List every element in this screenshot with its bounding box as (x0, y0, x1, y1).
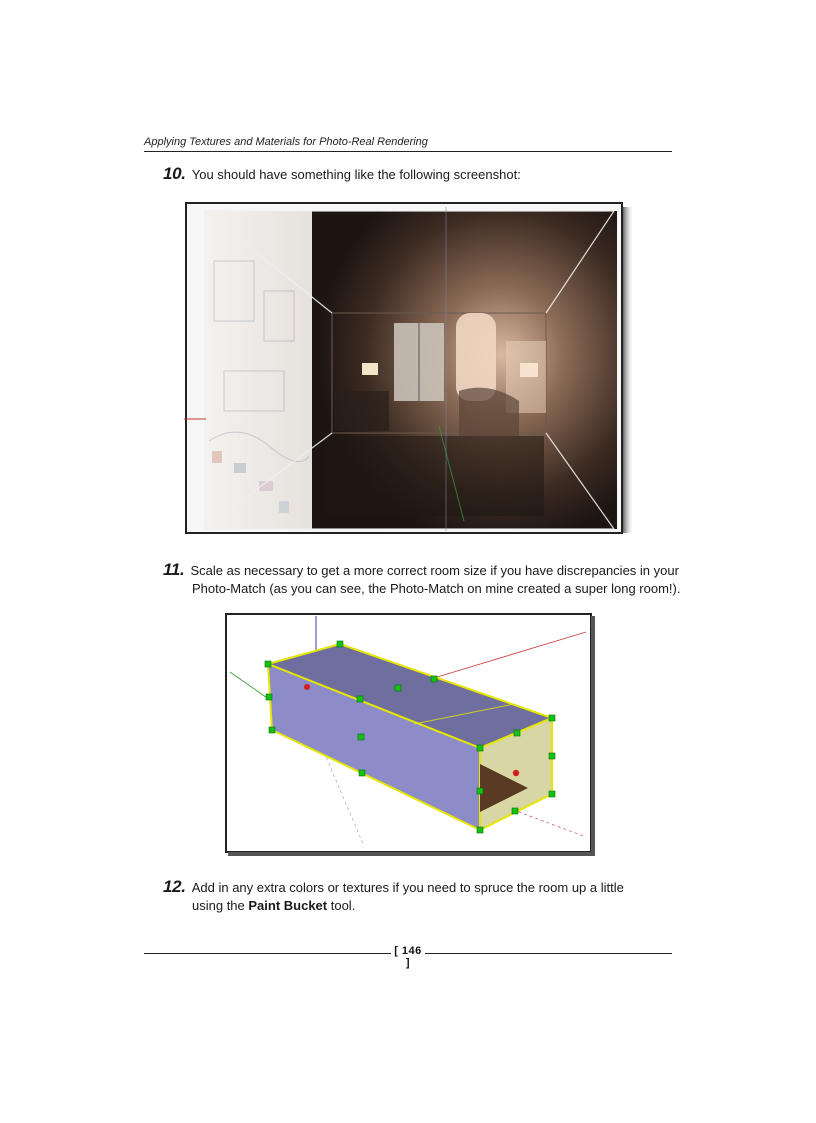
tool-name: Paint Bucket (248, 898, 328, 913)
scaled-room-box-screenshot (224, 612, 595, 857)
photo-match-room-screenshot (184, 201, 634, 537)
step-text-after-tool: tool. (327, 898, 356, 913)
step-text-continued: Photo-Match (as you can see, the Photo-Match on mine created a super long room!). (192, 581, 681, 596)
box-model-illustration (224, 612, 595, 857)
step-10 (163, 165, 521, 184)
step-number: 10. (163, 164, 186, 183)
step-text-continued (163, 897, 624, 915)
step-text-before-tool: using the (192, 898, 249, 913)
running-head: Applying Textures and Materials for Photo-Real Rendering (144, 136, 428, 148)
footer-rule-left (144, 953, 391, 954)
step-text: Scale as necessary to get a more correct room size if you have discrepancies in your (190, 563, 679, 578)
step-text: You should have something like the following screenshot: (191, 167, 521, 182)
room-render-illustration (184, 201, 634, 537)
step-11 (163, 561, 680, 598)
step-12 (163, 878, 624, 915)
page-number: [ 146 ] (394, 945, 422, 969)
step-number: 11. (163, 560, 185, 579)
header-rule (144, 151, 672, 152)
step-text: Add in any extra colors or textures if you need to spruce the room up a little (191, 880, 624, 895)
step-number: 12. (163, 877, 186, 896)
footer-rule-right (425, 953, 672, 954)
